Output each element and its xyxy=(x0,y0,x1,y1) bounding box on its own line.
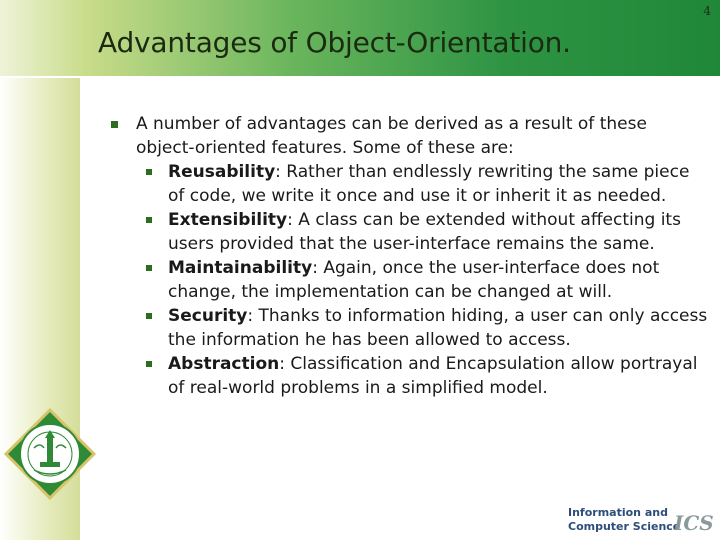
svg-text:Computer Science: Computer Science xyxy=(568,520,681,533)
svg-text:Information and: Information and xyxy=(568,506,668,519)
intro-paragraph xyxy=(108,112,708,160)
slide-number: 4 xyxy=(703,4,711,18)
intro-text: A number of advantages can be derived as a result of these object-oriented features. Some of these are: xyxy=(136,114,647,158)
list-item xyxy=(168,304,708,352)
square-bullet-icon xyxy=(146,169,152,175)
item-term: Maintainability xyxy=(168,258,313,278)
square-bullet-icon xyxy=(146,265,152,271)
slide-title: Advantages of Object-Orientation. xyxy=(98,26,571,59)
item-term: Abstraction xyxy=(168,354,280,374)
item-text: : Again, once the user-interface does not change, the implementation can be changed at will. xyxy=(168,258,660,302)
list-item xyxy=(168,352,708,400)
list-item xyxy=(168,256,708,304)
list-item xyxy=(168,160,708,208)
advantages-list xyxy=(108,160,708,400)
square-bullet-icon xyxy=(111,121,118,128)
item-text: : Thanks to information hiding, a user can only access the information he has been allowed to access. xyxy=(168,306,708,350)
item-term: Security xyxy=(168,306,248,326)
square-bullet-icon xyxy=(146,313,152,319)
list-item xyxy=(168,208,708,256)
item-term: Extensibility xyxy=(168,210,288,230)
ics-logo xyxy=(564,500,716,538)
item-term: Reusability xyxy=(168,162,276,182)
slide-body xyxy=(108,112,708,400)
item-text: : Classification and Encapsulation allow portrayal of real-world problems in a simplified model. xyxy=(168,354,698,398)
item-text: : A class can be extended without affecting its users provided that the user-interface remains the same. xyxy=(168,210,681,254)
svg-text:ICS: ICS xyxy=(674,511,714,535)
university-seal-logo xyxy=(4,408,96,500)
square-bullet-icon xyxy=(146,361,152,367)
square-bullet-icon xyxy=(146,217,152,223)
item-text: : Rather than endlessly rewriting the same piece of code, we write it once and use it or inherit it as needed. xyxy=(168,162,690,206)
